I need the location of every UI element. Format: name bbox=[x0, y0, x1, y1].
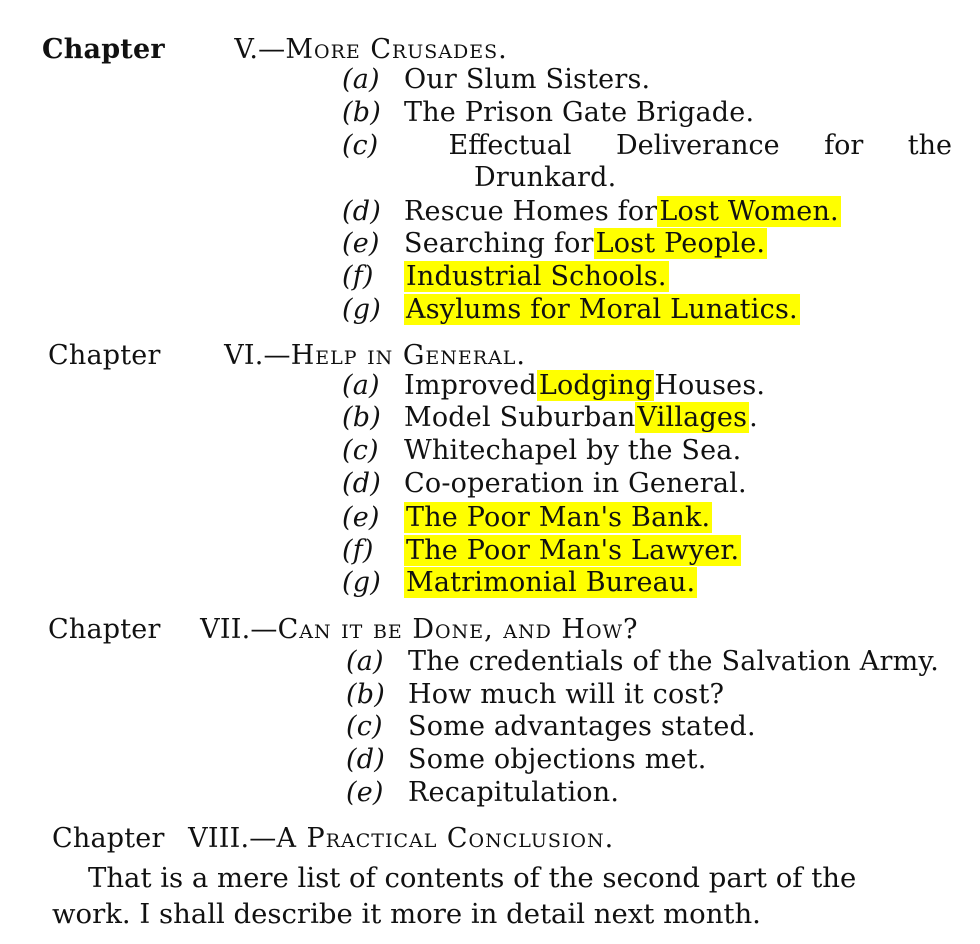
chapter-number: VIII.— bbox=[188, 823, 277, 854]
highlighted-text: The Poor Man's Lawyer. bbox=[406, 535, 740, 566]
item-marker: (c) bbox=[346, 711, 383, 742]
item-marker: (b) bbox=[342, 97, 381, 128]
item-marker: (c) bbox=[342, 130, 379, 161]
chapter-label: Chapter bbox=[42, 34, 165, 65]
item-word: Deliverance bbox=[615, 130, 780, 161]
item-marker: (f) bbox=[342, 535, 374, 566]
item-marker: (c) bbox=[342, 435, 379, 466]
chapter-label: Chapter bbox=[48, 614, 161, 645]
highlighted-text: Industrial Schools. bbox=[406, 261, 667, 292]
list-item bbox=[346, 646, 939, 677]
highlighted-text: Matrimonial Bureau. bbox=[406, 567, 696, 598]
item-text: The credentials of the Salvation Army. bbox=[408, 646, 940, 677]
item-marker: (e) bbox=[346, 777, 384, 808]
item-text: The Prison Gate Brigade. bbox=[404, 97, 755, 128]
list-item bbox=[346, 777, 619, 808]
list-item bbox=[342, 261, 669, 292]
list-item bbox=[342, 435, 741, 466]
item-text: Whitechapel by the Sea. bbox=[404, 435, 742, 466]
chapter-title: Can it be Done, and How? bbox=[277, 614, 639, 645]
paragraph-line-2: work. I shall describe it more in detail next month. bbox=[52, 898, 761, 930]
chapter-title: Help in General. bbox=[290, 340, 526, 371]
list-item bbox=[342, 196, 841, 227]
item-marker: (d) bbox=[342, 468, 381, 499]
list-item bbox=[346, 679, 724, 710]
item-word: for bbox=[824, 130, 864, 161]
item-marker: (b) bbox=[342, 402, 381, 433]
item-text: Co-operation in General. bbox=[404, 468, 747, 499]
highlighted-text: Lodging bbox=[538, 370, 653, 401]
highlighted-text: Villages bbox=[637, 402, 748, 433]
item-word: Effectual bbox=[448, 130, 572, 161]
list-item bbox=[342, 468, 747, 499]
chapter-heading-vii bbox=[48, 614, 639, 645]
chapter-label: Chapter bbox=[48, 340, 161, 371]
item-marker: (e) bbox=[342, 502, 380, 533]
item-text: Our Slum Sisters. bbox=[404, 64, 651, 95]
list-item bbox=[342, 502, 712, 533]
chapter-title: A Practical Conclusion. bbox=[276, 823, 615, 854]
item-text: Some objections met. bbox=[408, 744, 707, 775]
chapter-heading-viii bbox=[52, 823, 614, 854]
item-marker: (a) bbox=[342, 370, 380, 401]
list-item bbox=[342, 97, 754, 128]
item-text: Some advantages stated. bbox=[408, 711, 756, 742]
highlighted-text: Lost Women. bbox=[659, 196, 839, 227]
item-text: Searching for bbox=[404, 228, 594, 259]
highlighted-text: Lost People. bbox=[595, 228, 766, 259]
item-text-after: Houses. bbox=[654, 370, 766, 401]
item-marker: (e) bbox=[342, 228, 380, 259]
item-word: the bbox=[907, 130, 952, 161]
chapter-title: More Crusades. bbox=[285, 34, 508, 65]
chapter-heading-v bbox=[42, 34, 508, 65]
item-text: How much will it cost? bbox=[408, 679, 725, 710]
list-item-justified bbox=[342, 130, 952, 161]
chapter-number: V.— bbox=[234, 34, 286, 65]
item-marker: (f) bbox=[342, 261, 374, 292]
item-text: Rescue Homes for bbox=[404, 196, 658, 227]
list-item bbox=[342, 294, 800, 325]
item-text: Model Suburban bbox=[404, 402, 636, 433]
list-item bbox=[342, 567, 697, 598]
chapter-heading-vi bbox=[48, 340, 526, 371]
list-item-continuation bbox=[474, 162, 616, 193]
list-item bbox=[346, 711, 756, 742]
chapter-number: VI.— bbox=[224, 340, 291, 371]
list-item bbox=[346, 744, 707, 775]
list-item bbox=[342, 402, 758, 433]
highlighted-text: Asylums for Moral Lunatics. bbox=[406, 294, 798, 325]
item-marker: (d) bbox=[346, 744, 385, 775]
item-text: Improved bbox=[404, 370, 537, 401]
item-text: Recapitulation. bbox=[408, 777, 620, 808]
highlighted-text: The Poor Man's Bank. bbox=[406, 502, 711, 533]
list-item bbox=[342, 535, 741, 566]
item-marker: (d) bbox=[342, 196, 381, 227]
item-marker: (g) bbox=[342, 567, 381, 598]
item-text-after: . bbox=[749, 402, 758, 433]
list-item bbox=[342, 370, 765, 401]
list-item bbox=[342, 64, 650, 95]
list-item bbox=[342, 228, 767, 259]
chapter-number: VII.— bbox=[200, 614, 278, 645]
item-marker: (a) bbox=[342, 64, 380, 95]
item-marker: (g) bbox=[342, 294, 381, 325]
closing-paragraph bbox=[52, 860, 957, 932]
item-text: Drunkard. bbox=[474, 162, 617, 193]
paragraph-line-1: That is a mere list of contents of the second part of the bbox=[88, 862, 857, 894]
item-marker: (a) bbox=[346, 646, 384, 677]
chapter-label: Chapter bbox=[52, 823, 165, 854]
item-marker: (b) bbox=[346, 679, 385, 710]
